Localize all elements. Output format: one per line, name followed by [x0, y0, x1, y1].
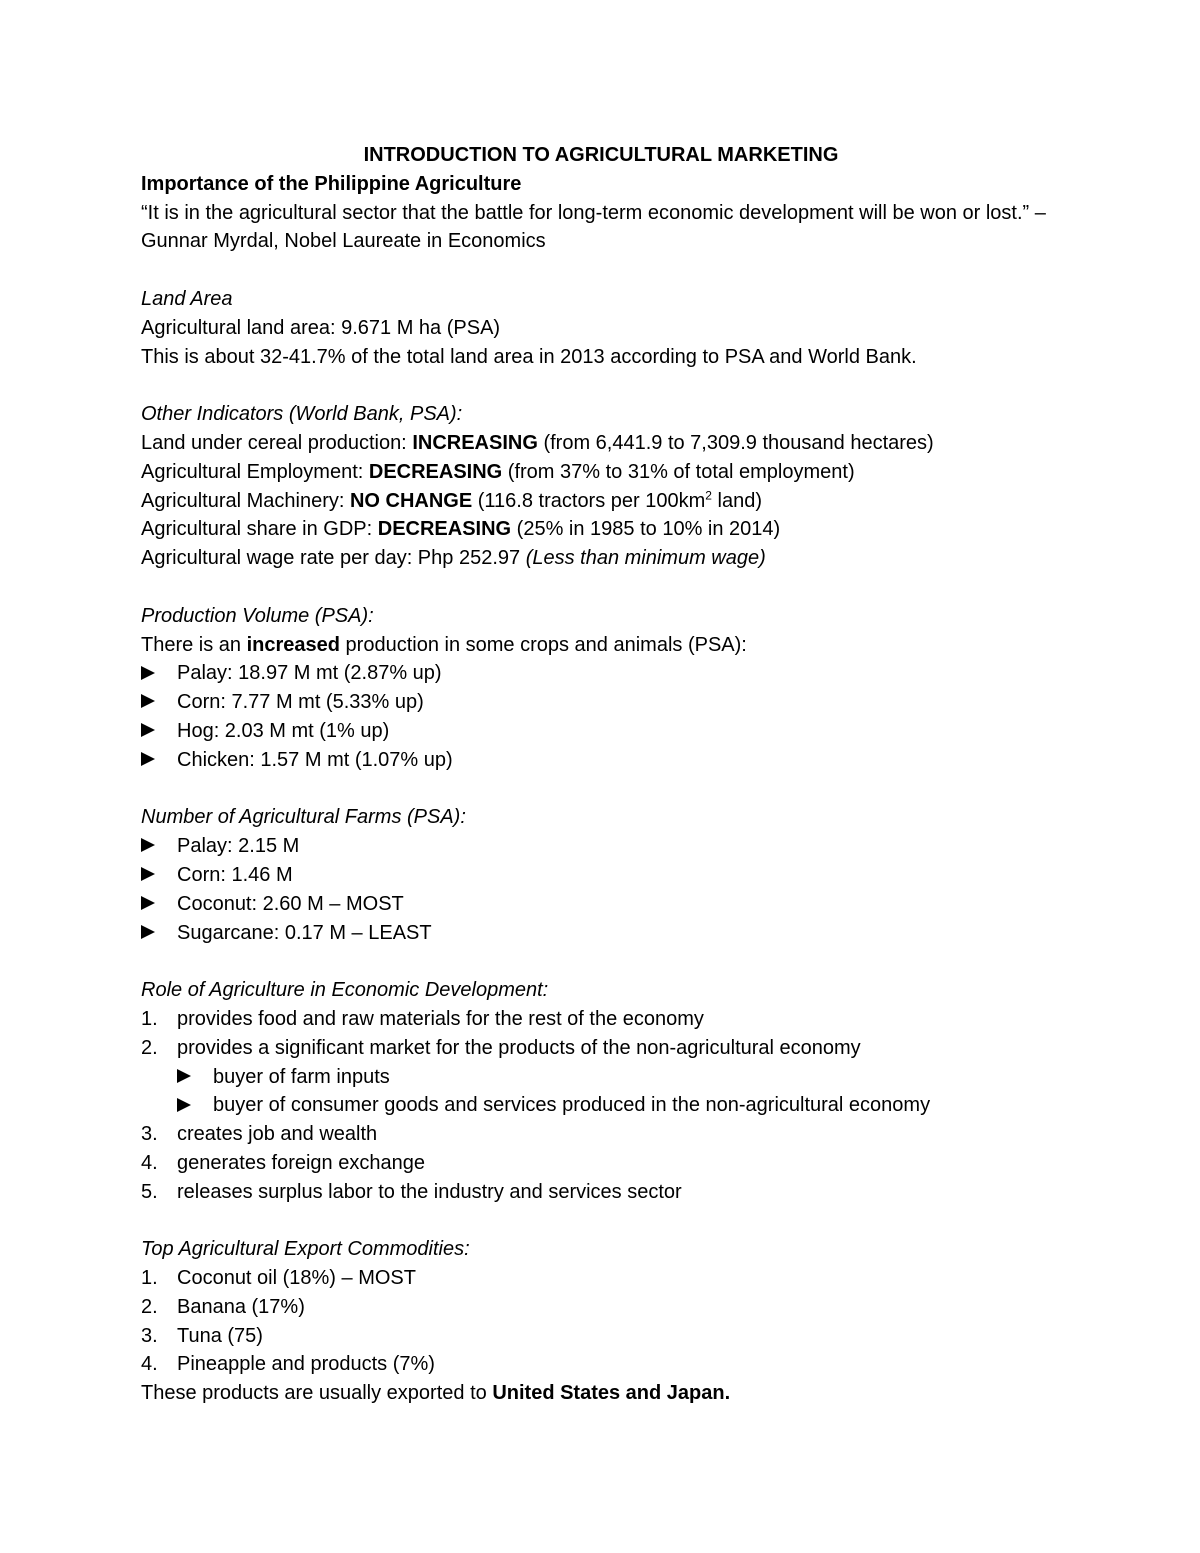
arrow-bullet-icon — [141, 867, 155, 881]
superscript: 2 — [705, 487, 712, 502]
item-number: 4. — [141, 1353, 158, 1376]
numbered-item-text: Pineapple and products (7%) — [177, 1353, 435, 1376]
list-item — [141, 832, 1061, 861]
indicator-detail: (from 6,441.9 to 7,309.9 thousand hectares) — [537, 431, 934, 454]
numbered-item — [141, 1120, 1061, 1149]
numbered-item — [141, 1322, 1061, 1351]
numbered-item-text: Banana (17%) — [177, 1295, 305, 1318]
land-area-line-2: This is about 32-41.7% of the total land area in 2013 according to PSA and World Bank. — [141, 345, 917, 368]
indicator-detail: (from 37% to 31% of total employment) — [502, 460, 855, 483]
numbered-item-text: Coconut oil (18%) – MOST — [177, 1267, 416, 1290]
production-heading: Production Volume (PSA): — [141, 604, 374, 627]
indicator-label: Agricultural Machinery: — [141, 489, 350, 512]
list-item — [141, 688, 1061, 717]
indicator-label: Agricultural share in GDP: — [141, 518, 378, 541]
indicator-status: DECREASING — [368, 460, 503, 483]
indicator-status: NO CHANGE — [349, 489, 473, 512]
indicator-label: Land under cereal production: — [141, 431, 413, 454]
list-item-text: Corn: 1.46 M — [177, 863, 293, 886]
wage-row — [141, 544, 1061, 573]
exports-closing-pre: These products are usually exported to — [141, 1382, 493, 1405]
arrow-bullet-icon — [141, 896, 155, 910]
sub-list-item-text: buyer of consumer goods and services produced in the non-agricultural economy — [213, 1094, 931, 1117]
numbered-item — [141, 1178, 1061, 1207]
wage-note: (Less than minimum wage) — [525, 547, 766, 570]
document-page — [141, 141, 1061, 1408]
item-number: 2. — [141, 1036, 158, 1059]
list-item — [141, 659, 1061, 688]
list-item — [141, 919, 1061, 948]
document-title: INTRODUCTION TO AGRICULTURAL MARKETING — [363, 144, 839, 166]
list-item-text: Sugarcane: 0.17 M – LEAST — [177, 921, 432, 944]
item-number: 5. — [141, 1180, 158, 1203]
list-item-text: Coconut: 2.60 M – MOST — [177, 892, 404, 915]
numbered-item — [141, 1034, 1061, 1063]
indicator-row — [141, 487, 1061, 516]
list-item — [141, 717, 1061, 746]
list-item-text: Hog: 2.03 M mt (1% up) — [177, 719, 390, 742]
document-subtitle: Importance of the Philippine Agriculture — [141, 172, 522, 195]
indicator-detail-end: land) — [711, 489, 762, 512]
exports-closing-bold: United States and Japan. — [492, 1382, 731, 1405]
arrow-bullet-icon — [141, 838, 155, 852]
item-number: 2. — [141, 1295, 158, 1318]
list-item-text: Palay: 18.97 M mt (2.87% up) — [177, 662, 442, 685]
production-intro-pre: There is an — [141, 633, 247, 656]
indicator-row — [141, 458, 1061, 487]
exports-closing — [141, 1379, 1061, 1408]
indicators-heading: Other Indicators (World Bank, PSA): — [141, 403, 463, 426]
numbered-item — [141, 1149, 1061, 1178]
sub-list-item — [141, 1063, 1061, 1092]
numbered-item — [141, 1350, 1061, 1379]
numbered-item-text: releases surplus labor to the industry and services sector — [177, 1180, 682, 1203]
numbered-item-text: provides a significant market for the products of the non-agricultural economy — [177, 1036, 861, 1059]
numbered-item-text: Tuna (75) — [177, 1324, 263, 1347]
item-number: 3. — [141, 1123, 158, 1146]
indicator-label: Agricultural Employment: — [141, 460, 369, 483]
item-number: 1. — [141, 1007, 158, 1030]
item-number: 4. — [141, 1151, 158, 1174]
indicator-status: INCREASING — [412, 431, 538, 454]
arrow-bullet-icon — [141, 925, 155, 939]
sub-list-item — [141, 1091, 1061, 1120]
arrow-bullet-icon — [141, 752, 155, 766]
numbered-item — [141, 1293, 1061, 1322]
farms-heading: Number of Agricultural Farms (PSA): — [141, 806, 466, 829]
list-item — [141, 746, 1061, 775]
wage-label: Agricultural wage rate per day: Php 252.97 — [141, 547, 526, 570]
list-item-text: Palay: 2.15 M — [177, 835, 300, 858]
numbered-item-text: provides food and raw materials for the rest of the economy — [177, 1007, 704, 1030]
numbered-item-text: generates foreign exchange — [177, 1151, 425, 1174]
quote: “It is in the agricultural sector that the battle for long-term economic development will be won or lost.” – Gunnar Myrdal, Nobel Laureate in Economics — [141, 201, 1046, 253]
numbered-item — [141, 1264, 1061, 1293]
production-intro — [141, 631, 1061, 660]
land-area-line-1: Agricultural land area: 9.671 M ha (PSA) — [141, 316, 501, 339]
arrow-bullet-icon — [177, 1069, 191, 1083]
arrow-bullet-icon — [141, 723, 155, 737]
sub-list-item-text: buyer of farm inputs — [213, 1065, 390, 1088]
role-heading: Role of Agriculture in Economic Development: — [141, 979, 549, 1002]
list-item — [141, 890, 1061, 919]
item-number: 1. — [141, 1267, 158, 1290]
indicator-row — [141, 515, 1061, 544]
list-item-text: Chicken: 1.57 M mt (1.07% up) — [177, 748, 453, 771]
numbered-item-text: creates job and wealth — [177, 1123, 378, 1146]
numbered-item — [141, 1005, 1061, 1034]
list-item — [141, 861, 1061, 890]
arrow-bullet-icon — [141, 666, 155, 680]
arrow-bullet-icon — [177, 1098, 191, 1112]
indicator-row — [141, 429, 1061, 458]
list-item-text: Corn: 7.77 M mt (5.33% up) — [177, 691, 424, 714]
production-intro-post: production in some crops and animals (PSA): — [340, 633, 747, 656]
arrow-bullet-icon — [141, 694, 155, 708]
exports-heading: Top Agricultural Export Commodities: — [141, 1238, 470, 1261]
production-intro-bold: increased — [246, 633, 340, 656]
land-area-heading: Land Area — [141, 287, 233, 310]
indicator-detail: (116.8 tractors per 100km — [472, 489, 706, 512]
indicator-detail: (25% in 1985 to 10% in 2014) — [511, 518, 781, 541]
indicator-status: DECREASING — [377, 518, 512, 541]
item-number: 3. — [141, 1324, 158, 1347]
